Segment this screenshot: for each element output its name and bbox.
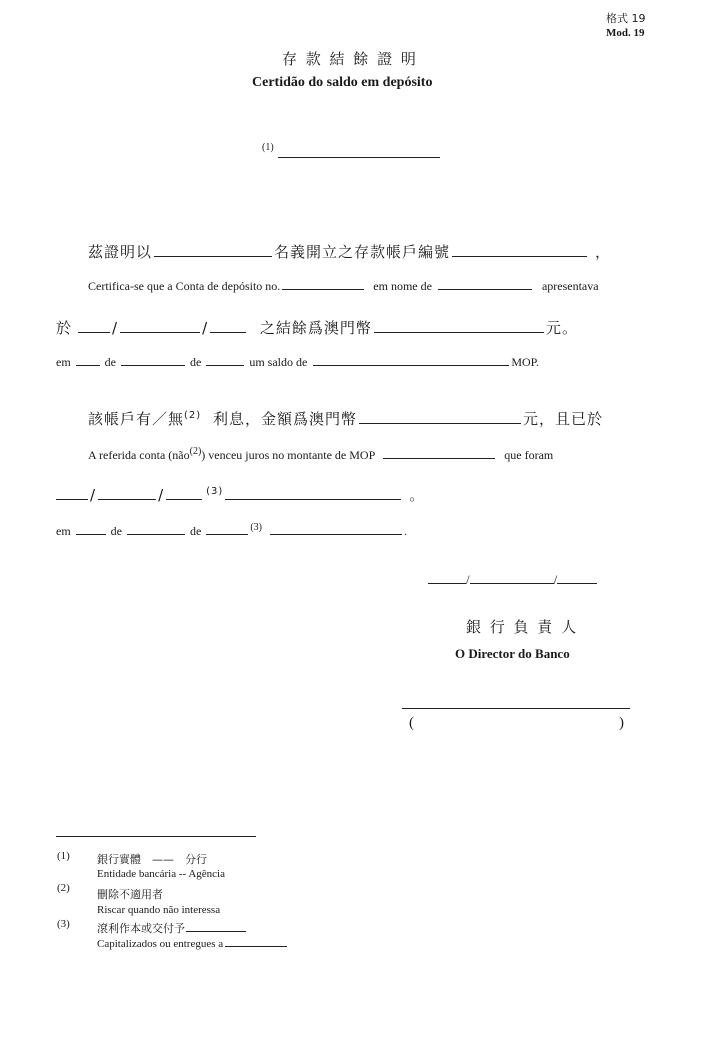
bank-field bbox=[262, 142, 274, 153]
para4-pt bbox=[56, 522, 407, 539]
para2-pt bbox=[56, 355, 539, 370]
para1-zh-a: 茲證明以 bbox=[88, 243, 153, 261]
para4-zh bbox=[56, 484, 425, 505]
pt-interest-day-line[interactable] bbox=[76, 533, 106, 535]
pt-interest-year-line[interactable] bbox=[206, 533, 248, 535]
footnote-2-pt: Riscar quando não interessa bbox=[97, 904, 221, 916]
footnote-1-pt: Entidade bancária -- Agência bbox=[97, 868, 225, 880]
footnote-3-zh bbox=[97, 920, 248, 936]
interest-year-line[interactable] bbox=[166, 498, 202, 500]
footnote-3-pt-line[interactable] bbox=[225, 945, 287, 947]
interest-amount-line[interactable] bbox=[359, 422, 521, 424]
signature-line[interactable] bbox=[402, 708, 630, 709]
sign-slash-1: / bbox=[466, 572, 470, 587]
title-pt: Certidão do saldo em depósito bbox=[252, 75, 433, 90]
para2-zh-a: 於 bbox=[56, 319, 73, 337]
date-year-line[interactable] bbox=[210, 331, 246, 333]
para3-zh-b: 利息，金額爲澳門幣 bbox=[212, 410, 357, 428]
para3-pt-b: que foram bbox=[504, 448, 554, 462]
holder-name-line[interactable] bbox=[154, 255, 272, 257]
capitalized-line[interactable] bbox=[225, 498, 401, 500]
para3-pt bbox=[88, 446, 553, 463]
sign-month-line[interactable] bbox=[470, 582, 554, 584]
balance-amount-line[interactable] bbox=[374, 331, 544, 333]
para1-pt-b: em nome de bbox=[373, 279, 432, 293]
director-title-zh: 銀 行 負 責 人 bbox=[466, 618, 579, 636]
signature-paren-open: ( bbox=[409, 715, 414, 731]
date-month-line[interactable] bbox=[120, 331, 200, 333]
footnote-1-num: (1) bbox=[57, 850, 70, 862]
para4-pt-de1: de bbox=[110, 524, 122, 538]
para4-zh-end: 。 bbox=[409, 486, 426, 504]
para3-ref2: (2) bbox=[184, 410, 202, 421]
holder-name-pt-line[interactable] bbox=[438, 288, 532, 290]
account-number-pt-line[interactable] bbox=[282, 288, 364, 290]
interest-month-line[interactable] bbox=[98, 498, 156, 500]
para3-pt-ref2: (2) bbox=[189, 446, 202, 457]
footnote-3-num: (3) bbox=[57, 918, 70, 930]
slash-2: / bbox=[202, 319, 209, 337]
account-number-line[interactable] bbox=[452, 255, 587, 257]
para1-zh-end: ， bbox=[595, 243, 612, 261]
para2-zh bbox=[56, 317, 578, 338]
slash-4: / bbox=[158, 486, 165, 504]
footnote-1-zh: 銀行實體 —— 分行 bbox=[97, 853, 207, 866]
para2-zh-end: 元。 bbox=[545, 319, 578, 337]
para1-pt bbox=[88, 279, 599, 294]
form-number-pt: Mod. 19 bbox=[606, 27, 645, 39]
title-zh: 存 款 結 餘 證 明 bbox=[282, 50, 418, 68]
pt-month-line[interactable] bbox=[121, 364, 185, 366]
para2-pt-de2: de bbox=[190, 355, 202, 369]
para2-pt-de1: de bbox=[104, 355, 116, 369]
para1-zh bbox=[88, 241, 611, 262]
pt-day-line[interactable] bbox=[76, 364, 100, 366]
para3-pt-a: A referida conta (não bbox=[88, 448, 190, 462]
para4-ref3: (3) bbox=[206, 486, 224, 497]
sign-slash-2: / bbox=[553, 572, 558, 587]
bank-field-line[interactable] bbox=[278, 157, 440, 158]
footnote-3-zh-text: 滾利作本或交付予 bbox=[97, 922, 185, 935]
pt-balance-line[interactable] bbox=[313, 364, 509, 366]
para1-zh-b: 名義開立之存款帳戶編號 bbox=[274, 243, 451, 261]
para4-pt-a: em bbox=[56, 524, 71, 538]
para4-pt-ref3: (3) bbox=[250, 522, 262, 533]
interest-amount-pt-line[interactable] bbox=[383, 457, 495, 459]
para3-pt-a2: ) venceu juros no montante de MOP bbox=[201, 448, 376, 462]
signature-paren-close: ) bbox=[619, 715, 624, 731]
para3-zh-end: 元，且已於 bbox=[522, 410, 603, 428]
footnote-2-zh: 刪除不適用者 bbox=[97, 888, 163, 901]
footnote-3-pt bbox=[97, 938, 289, 950]
para3-zh bbox=[88, 408, 603, 429]
para2-pt-end: MOP. bbox=[511, 355, 540, 369]
para2-pt-a: em bbox=[56, 355, 71, 369]
sign-day-line[interactable] bbox=[428, 582, 466, 584]
footnote-3-pt-text: Capitalizados ou entregues a bbox=[97, 938, 224, 950]
date-day-line[interactable] bbox=[78, 331, 110, 333]
interest-day-line[interactable] bbox=[56, 498, 88, 500]
pt-interest-month-line[interactable] bbox=[127, 533, 185, 535]
footnote-3-zh-line[interactable] bbox=[186, 930, 246, 932]
footnote-2-num: (2) bbox=[57, 882, 70, 894]
pt-capitalized-line[interactable] bbox=[270, 533, 402, 535]
para2-zh-b: 之結餘爲澳門幣 bbox=[259, 319, 372, 337]
para1-pt-a: Certifica-se que a Conta de depósito no. bbox=[88, 279, 281, 293]
signature-date bbox=[428, 572, 597, 588]
para4-pt-de2: de bbox=[190, 524, 202, 538]
para2-pt-b: um saldo de bbox=[249, 355, 308, 369]
director-title-pt: O Director do Banco bbox=[455, 646, 570, 661]
form-number-zh: 格式 19 bbox=[606, 12, 646, 25]
slash-1: / bbox=[112, 319, 119, 337]
pt-year-line[interactable] bbox=[206, 364, 244, 366]
para3-zh-a: 該帳戶有／無 bbox=[88, 410, 185, 428]
para4-pt-end: . bbox=[404, 524, 407, 538]
slash-3: / bbox=[90, 486, 97, 504]
footnote-divider bbox=[56, 836, 256, 837]
bank-field-ref: (1) bbox=[262, 142, 274, 153]
sign-year-line[interactable] bbox=[557, 582, 597, 584]
para1-pt-c: apresentava bbox=[541, 279, 599, 293]
